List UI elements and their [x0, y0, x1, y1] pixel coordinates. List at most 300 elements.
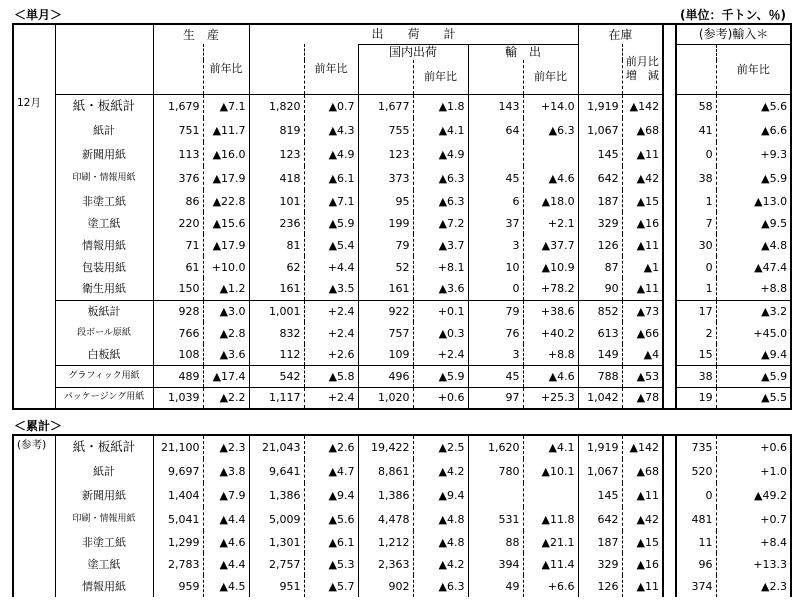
shipment-yoy: ▲7.1 [304, 190, 358, 212]
production-yoy: ▲11.7 [203, 118, 249, 142]
production-value: 928 [153, 300, 203, 322]
import-yoy: ▲9.5 [716, 212, 791, 234]
import-yoy: ▲13.0 [716, 190, 791, 212]
export-yoy: ▲4.1 [523, 435, 578, 459]
domestic-value: 199 [358, 212, 413, 234]
import-value: 0 [676, 142, 716, 166]
unit-label: (単位：千トン、％) [679, 8, 786, 22]
domestic-value: 19,422 [358, 435, 413, 459]
domestic-value: 8,861 [358, 459, 413, 483]
shipment-value: 418 [249, 166, 304, 190]
import-yoy: ▲6.6 [716, 118, 791, 142]
row-label: 印刷・情報用紙 [55, 166, 153, 190]
table-row [13, 507, 791, 531]
production-yoy: ▲4.4 [203, 553, 249, 575]
shipment-value: 1,820 [249, 94, 304, 118]
shipment-yoy: ▲5.9 [304, 212, 358, 234]
import-yoy: +45.0 [716, 322, 791, 344]
inventory-mom: ▲11 [622, 575, 663, 597]
header-export: 輸 出 [468, 44, 578, 60]
export-yoy [523, 483, 578, 507]
import-value: 38 [676, 365, 716, 387]
export-value: 6 [468, 190, 523, 212]
table-row [13, 344, 791, 365]
shipment-yoy: ▲6.1 [304, 531, 358, 553]
export-value [468, 483, 523, 507]
domestic-yoy: +8.1 [413, 256, 468, 278]
table-row [13, 256, 791, 278]
export-yoy: +8.8 [523, 344, 578, 365]
production-value: 150 [153, 278, 203, 300]
domestic-value: 4,478 [358, 507, 413, 531]
import-yoy: ▲5.6 [716, 94, 791, 118]
table-row [13, 387, 791, 409]
export-value [468, 142, 523, 166]
export-yoy: ▲4.6 [523, 166, 578, 190]
header-domestic-yoy: 前年比 [413, 60, 468, 94]
import-value: 38 [676, 166, 716, 190]
export-yoy: ▲10.1 [523, 459, 578, 483]
import-value: 58 [676, 94, 716, 118]
table-row [13, 483, 791, 507]
shipment-value: 112 [249, 344, 304, 365]
import-yoy: ▲5.5 [716, 387, 791, 409]
monthly-table-body [13, 94, 791, 409]
shipment-value: 81 [249, 234, 304, 256]
production-value: 5,041 [153, 507, 203, 531]
import-yoy: ▲5.9 [716, 166, 791, 190]
domestic-value: 373 [358, 166, 413, 190]
header-shipment-yoy: 前年比 [304, 44, 358, 94]
domestic-value: 902 [358, 575, 413, 597]
domestic-value: 161 [358, 278, 413, 300]
import-value: 1 [676, 190, 716, 212]
shipment-yoy: ▲4.3 [304, 118, 358, 142]
table-row [13, 531, 791, 553]
table-row [13, 118, 791, 142]
import-value: 735 [676, 435, 716, 459]
shipment-yoy: ▲5.6 [304, 507, 358, 531]
domestic-yoy: ▲5.9 [413, 365, 468, 387]
shipment-yoy: ▲5.3 [304, 553, 358, 575]
shipment-yoy: ▲5.8 [304, 365, 358, 387]
production-yoy: ▲22.8 [203, 190, 249, 212]
import-yoy: +0.7 [716, 507, 791, 531]
export-value: 3 [468, 344, 523, 365]
header-import: (参考)輸入＊ [676, 24, 791, 44]
production-value: 2,783 [153, 553, 203, 575]
inventory-value: 149 [578, 344, 622, 365]
inventory-value: 1,067 [578, 118, 622, 142]
export-yoy: ▲10.9 [523, 256, 578, 278]
row-label: 情報用紙 [55, 234, 153, 256]
inventory-value: 613 [578, 322, 622, 344]
export-yoy: +25.3 [523, 387, 578, 409]
table-row [13, 190, 791, 212]
import-value: 0 [676, 256, 716, 278]
domestic-value: 1,386 [358, 483, 413, 507]
inventory-value: 329 [578, 553, 622, 575]
shipment-yoy: ▲5.4 [304, 234, 358, 256]
inventory-mom: ▲11 [622, 142, 663, 166]
inventory-mom: ▲1 [622, 256, 663, 278]
table-row [13, 94, 791, 118]
production-value: 71 [153, 234, 203, 256]
shipment-value: 1,301 [249, 531, 304, 553]
inventory-mom: ▲142 [622, 94, 663, 118]
inventory-value: 187 [578, 190, 622, 212]
domestic-value: 757 [358, 322, 413, 344]
shipment-value: 951 [249, 575, 304, 597]
import-value: 96 [676, 553, 716, 575]
row-label: 白板紙 [55, 344, 153, 365]
production-value: 86 [153, 190, 203, 212]
domestic-yoy: +2.4 [413, 344, 468, 365]
domestic-value: 1,020 [358, 387, 413, 409]
export-yoy: ▲6.3 [523, 118, 578, 142]
inventory-value: 145 [578, 142, 622, 166]
export-value: 394 [468, 553, 523, 575]
row-label: 板紙計 [55, 300, 153, 322]
row-label: 非塗工紙 [55, 531, 153, 553]
inventory-value: 1,067 [578, 459, 622, 483]
shipment-value: 542 [249, 365, 304, 387]
row-label: 非塗工紙 [55, 190, 153, 212]
shipment-value: 2,757 [249, 553, 304, 575]
row-label: 塗工紙 [55, 212, 153, 234]
production-value: 489 [153, 365, 203, 387]
import-yoy: ▲49.2 [716, 483, 791, 507]
production-value: 766 [153, 322, 203, 344]
export-value: 64 [468, 118, 523, 142]
import-yoy: ▲5.9 [716, 365, 791, 387]
export-value: 88 [468, 531, 523, 553]
shipment-value: 101 [249, 190, 304, 212]
domestic-value: 922 [358, 300, 413, 322]
export-yoy: ▲11.4 [523, 553, 578, 575]
shipment-value: 832 [249, 322, 304, 344]
shipment-yoy: ▲4.9 [304, 142, 358, 166]
inventory-value: 187 [578, 531, 622, 553]
domestic-yoy: ▲6.3 [413, 575, 468, 597]
production-yoy: ▲4.4 [203, 507, 249, 531]
domestic-yoy: ▲2.5 [413, 435, 468, 459]
production-value: 9,697 [153, 459, 203, 483]
import-value: 11 [676, 531, 716, 553]
inventory-mom: ▲53 [622, 365, 663, 387]
production-yoy: ▲3.6 [203, 344, 249, 365]
production-yoy: ▲7.1 [203, 94, 249, 118]
domestic-value: 123 [358, 142, 413, 166]
shipment-value: 123 [249, 142, 304, 166]
inventory-mom: ▲4 [622, 344, 663, 365]
production-yoy: ▲15.6 [203, 212, 249, 234]
production-value: 108 [153, 344, 203, 365]
table-row [13, 300, 791, 322]
domestic-value: 109 [358, 344, 413, 365]
shipment-yoy: ▲5.7 [304, 575, 358, 597]
import-yoy: ▲2.3 [716, 575, 791, 597]
domestic-yoy: +0.1 [413, 300, 468, 322]
domestic-value: 1,212 [358, 531, 413, 553]
shipment-value: 5,009 [249, 507, 304, 531]
section-label-monthly: ＜単月＞ [14, 8, 63, 22]
row-label: 情報用紙 [55, 575, 153, 597]
table-row [13, 435, 791, 459]
export-value: 97 [468, 387, 523, 409]
production-value: 1,679 [153, 94, 203, 118]
export-value: 3 [468, 234, 523, 256]
section-label-cumulative: ＜累計＞ [14, 419, 63, 433]
inventory-value: 145 [578, 483, 622, 507]
shipment-value: 161 [249, 278, 304, 300]
import-value: 2 [676, 322, 716, 344]
shipment-yoy: ▲2.6 [304, 435, 358, 459]
shipment-yoy: ▲4.7 [304, 459, 358, 483]
production-value: 959 [153, 575, 203, 597]
shipment-yoy: +4.4 [304, 256, 358, 278]
shipment-yoy: +2.4 [304, 300, 358, 322]
shipment-value: 819 [249, 118, 304, 142]
export-yoy: +38.6 [523, 300, 578, 322]
production-yoy: ▲17.9 [203, 234, 249, 256]
header-import-yoy: 前年比 [716, 44, 791, 94]
row-label: グラフィック用紙 [55, 365, 153, 387]
import-yoy: ▲9.4 [716, 344, 791, 365]
export-value: 143 [468, 94, 523, 118]
domestic-yoy: ▲9.4 [413, 483, 468, 507]
row-label: 紙・板紙計 [55, 94, 153, 118]
import-yoy: +0.6 [716, 435, 791, 459]
domestic-yoy: ▲4.2 [413, 553, 468, 575]
production-value: 376 [153, 166, 203, 190]
production-yoy: ▲16.0 [203, 142, 249, 166]
row-label: パッケージング用紙 [55, 387, 153, 409]
inventory-mom: ▲16 [622, 212, 663, 234]
production-value: 21,100 [153, 435, 203, 459]
domestic-yoy: ▲1.8 [413, 94, 468, 118]
inventory-mom: ▲68 [622, 118, 663, 142]
inventory-value: 90 [578, 278, 622, 300]
export-yoy: ▲4.6 [523, 365, 578, 387]
header-shipment-total: 出 荷 計 [249, 24, 578, 44]
export-yoy: +6.6 [523, 575, 578, 597]
table-row [13, 322, 791, 344]
shipment-value: 1,001 [249, 300, 304, 322]
shipment-yoy: ▲0.7 [304, 94, 358, 118]
inventory-mom: ▲11 [622, 278, 663, 300]
monthly-table [12, 23, 792, 410]
shipment-value: 236 [249, 212, 304, 234]
row-label: 新聞用紙 [55, 142, 153, 166]
inventory-value: 1,042 [578, 387, 622, 409]
domestic-yoy: ▲6.3 [413, 166, 468, 190]
production-yoy: ▲2.2 [203, 387, 249, 409]
row-label: 衛生用紙 [55, 278, 153, 300]
production-yoy: ▲3.8 [203, 459, 249, 483]
inventory-value: 126 [578, 234, 622, 256]
domestic-value: 2,363 [358, 553, 413, 575]
inventory-value: 852 [578, 300, 622, 322]
domestic-yoy: ▲4.8 [413, 507, 468, 531]
inventory-value: 1,919 [578, 94, 622, 118]
domestic-value: 95 [358, 190, 413, 212]
inventory-value: 87 [578, 256, 622, 278]
inventory-mom: ▲16 [622, 553, 663, 575]
import-value: 520 [676, 459, 716, 483]
row-label: 印刷・情報用紙 [55, 507, 153, 531]
table-row [13, 142, 791, 166]
export-value: 45 [468, 166, 523, 190]
table-row [13, 212, 791, 234]
inventory-mom: ▲15 [622, 190, 663, 212]
import-yoy: ▲3.2 [716, 300, 791, 322]
domestic-value: 1,677 [358, 94, 413, 118]
import-yoy: ▲47.4 [716, 256, 791, 278]
row-label: 紙計 [55, 459, 153, 483]
row-label: 紙計 [55, 118, 153, 142]
domestic-yoy: ▲4.1 [413, 118, 468, 142]
import-value: 19 [676, 387, 716, 409]
header-production: 生 産 [153, 24, 249, 44]
shipment-yoy: +2.6 [304, 344, 358, 365]
domestic-yoy: ▲0.3 [413, 322, 468, 344]
header-domestic: 国内出荷 [358, 44, 468, 60]
inventory-mom: ▲73 [622, 300, 663, 322]
shipment-value: 1,386 [249, 483, 304, 507]
header-item-col [55, 24, 153, 94]
domestic-yoy: ▲3.6 [413, 278, 468, 300]
inventory-mom: ▲42 [622, 166, 663, 190]
inventory-mom: ▲68 [622, 459, 663, 483]
production-yoy: ▲2.8 [203, 322, 249, 344]
production-yoy: ▲7.9 [203, 483, 249, 507]
shipment-yoy: +2.4 [304, 387, 358, 409]
domestic-yoy: ▲4.8 [413, 531, 468, 553]
export-value: 76 [468, 322, 523, 344]
table-row [13, 575, 791, 597]
shipment-yoy: ▲6.1 [304, 166, 358, 190]
export-yoy: +40.2 [523, 322, 578, 344]
export-yoy: +14.0 [523, 94, 578, 118]
table-row [13, 459, 791, 483]
production-yoy: ▲4.6 [203, 531, 249, 553]
row-label: 塗工紙 [55, 553, 153, 575]
export-yoy: ▲11.8 [523, 507, 578, 531]
shipment-value: 1,117 [249, 387, 304, 409]
export-value: 1,620 [468, 435, 523, 459]
production-value: 220 [153, 212, 203, 234]
header-inventory: 在庫 [578, 24, 663, 44]
production-yoy: ▲1.2 [203, 278, 249, 300]
row-label: 紙・板紙計 [55, 435, 153, 459]
shipment-value: 21,043 [249, 435, 304, 459]
inventory-mom: ▲42 [622, 507, 663, 531]
import-yoy: ▲4.8 [716, 234, 791, 256]
production-yoy: ▲3.0 [203, 300, 249, 322]
import-value: 0 [676, 483, 716, 507]
domestic-yoy: ▲4.9 [413, 142, 468, 166]
export-yoy: ▲37.7 [523, 234, 578, 256]
domestic-value: 79 [358, 234, 413, 256]
export-value: 531 [468, 507, 523, 531]
table-row [13, 234, 791, 256]
header-export-yoy: 前年比 [523, 60, 578, 94]
import-yoy: +1.0 [716, 459, 791, 483]
export-value: 0 [468, 278, 523, 300]
export-value: 37 [468, 212, 523, 234]
cumulative-table-body [13, 435, 791, 597]
inventory-value: 642 [578, 166, 622, 190]
export-yoy: +78.2 [523, 278, 578, 300]
import-yoy: +13.3 [716, 553, 791, 575]
header-section-col [13, 24, 55, 94]
inventory-mom: ▲11 [622, 483, 663, 507]
production-yoy: +10.0 [203, 256, 249, 278]
export-yoy: ▲18.0 [523, 190, 578, 212]
inventory-value: 642 [578, 507, 622, 531]
table-row [13, 553, 791, 575]
inventory-mom: ▲15 [622, 531, 663, 553]
inventory-value: 1,919 [578, 435, 622, 459]
import-value: 30 [676, 234, 716, 256]
domestic-yoy: +0.6 [413, 387, 468, 409]
row-label: 包装用紙 [55, 256, 153, 278]
production-yoy: ▲4.5 [203, 575, 249, 597]
production-value: 1,404 [153, 483, 203, 507]
table-row [13, 365, 791, 387]
domestic-value: 755 [358, 118, 413, 142]
export-yoy [523, 142, 578, 166]
inventory-mom: ▲78 [622, 387, 663, 409]
header-inventory-mom: 前月比 増 減 [622, 44, 663, 94]
cumulative-table [12, 434, 792, 597]
shipment-value: 62 [249, 256, 304, 278]
production-value: 1,039 [153, 387, 203, 409]
production-yoy: ▲17.4 [203, 365, 249, 387]
production-yoy: ▲2.3 [203, 435, 249, 459]
import-value: 1 [676, 278, 716, 300]
inventory-value: 126 [578, 575, 622, 597]
table-row [13, 166, 791, 190]
import-yoy: +9.3 [716, 142, 791, 166]
export-value: 10 [468, 256, 523, 278]
import-value: 41 [676, 118, 716, 142]
import-yoy: +8.4 [716, 531, 791, 553]
domestic-yoy: ▲4.2 [413, 459, 468, 483]
domestic-value: 496 [358, 365, 413, 387]
table-row [13, 278, 791, 300]
export-yoy: ▲21.1 [523, 531, 578, 553]
import-yoy: +8.8 [716, 278, 791, 300]
export-value: 45 [468, 365, 523, 387]
section-label: (参考) [13, 435, 55, 597]
shipment-value: 9,641 [249, 459, 304, 483]
export-value: 49 [468, 575, 523, 597]
domestic-yoy: ▲6.3 [413, 190, 468, 212]
production-value: 61 [153, 256, 203, 278]
export-yoy: +2.1 [523, 212, 578, 234]
shipment-yoy: ▲9.4 [304, 483, 358, 507]
production-value: 113 [153, 142, 203, 166]
import-value: 17 [676, 300, 716, 322]
domestic-value: 52 [358, 256, 413, 278]
inventory-mom: ▲66 [622, 322, 663, 344]
shipment-yoy: ▲3.5 [304, 278, 358, 300]
shipment-yoy: +2.4 [304, 322, 358, 344]
import-value: 7 [676, 212, 716, 234]
production-yoy: ▲17.9 [203, 166, 249, 190]
